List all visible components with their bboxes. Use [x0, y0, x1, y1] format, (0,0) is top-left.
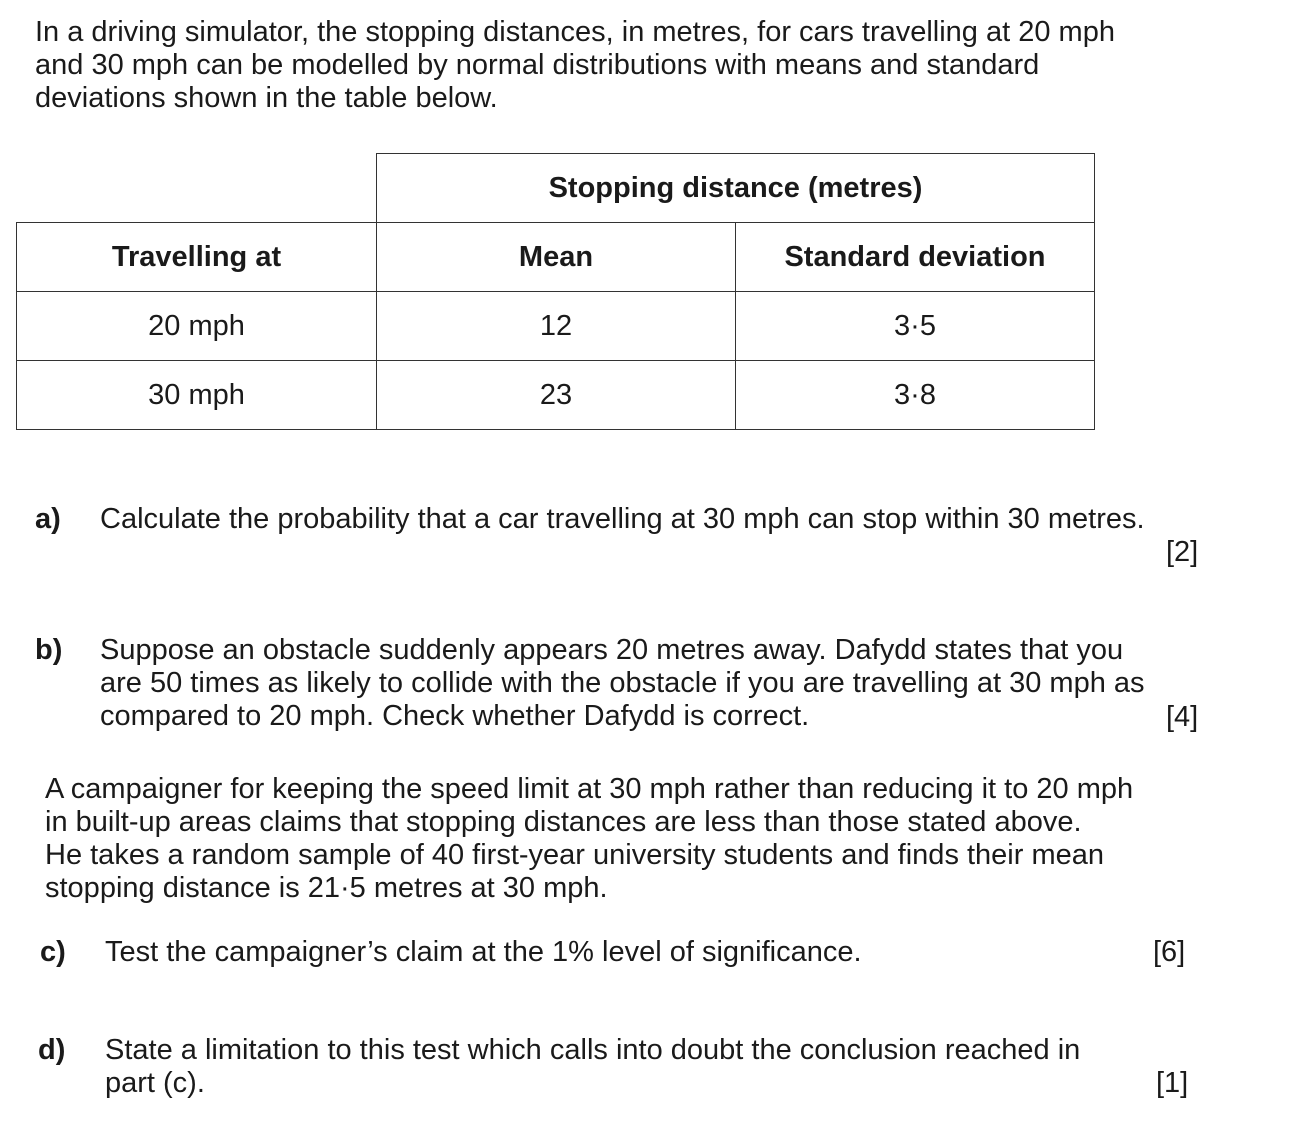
- sd-cell: 3·8: [736, 361, 1095, 430]
- question-c-text: Test the campaigner’s claim at the 1% level of significance.: [105, 936, 862, 968]
- question-d-label: d): [38, 1034, 66, 1066]
- intro-paragraph: In a driving simulator, the stopping distances, in metres, for cars travelling at 20 mph and 30 mph can be modelled by normal distributions with means and standard deviations shown in the table below.: [35, 16, 1115, 114]
- question-c-label: c): [40, 936, 66, 968]
- table-row: [17, 361, 1095, 430]
- sd-cell: 3·5: [736, 292, 1095, 361]
- speed-cell: 30 mph: [17, 361, 377, 430]
- table-header-row: [17, 223, 1095, 292]
- header-travelling-at: Travelling at: [17, 223, 377, 292]
- speed-cell: 20 mph: [17, 292, 377, 361]
- empty-corner-cell: [17, 154, 377, 223]
- question-b-text: Suppose an obstacle suddenly appears 20 metres away. Dafydd states that you are 50 times as likely to collide with the obstacle if you are travelling at 30 mph as compared to 20 mph. Check whether Dafydd is correct.: [100, 634, 1145, 732]
- header-mean: Mean: [377, 223, 736, 292]
- table-group-header-row: [17, 154, 1095, 223]
- question-a-marks: [2]: [1166, 536, 1199, 568]
- group-header-cell: Stopping distance (metres): [377, 154, 1095, 223]
- question-a-text: Calculate the probability that a car travelling at 30 mph can stop within 30 metres.: [100, 503, 1145, 535]
- header-standard-deviation: Standard deviation: [736, 223, 1095, 292]
- mean-cell: 12: [377, 292, 736, 361]
- question-d-text: State a limitation to this test which calls into doubt the conclusion reached in part (c).: [105, 1034, 1081, 1099]
- table-row: [17, 292, 1095, 361]
- question-a-label: a): [35, 503, 61, 535]
- stopping-distance-table: [16, 153, 1095, 430]
- mean-cell: 23: [377, 361, 736, 430]
- question-c-marks: [6]: [1153, 936, 1186, 968]
- question-b-label: b): [35, 634, 63, 666]
- question-d-marks: [1]: [1156, 1067, 1189, 1099]
- campaign-paragraph: A campaigner for keeping the speed limit at 30 mph rather than reducing it to 20 mph in built-up areas claims that stopping distances are less than those stated above. He takes a random sample of 40 first-year university students and finds their mean stopping distance is 21·5 metres at 30 mph.: [45, 773, 1134, 904]
- question-b-marks: [4]: [1166, 701, 1199, 733]
